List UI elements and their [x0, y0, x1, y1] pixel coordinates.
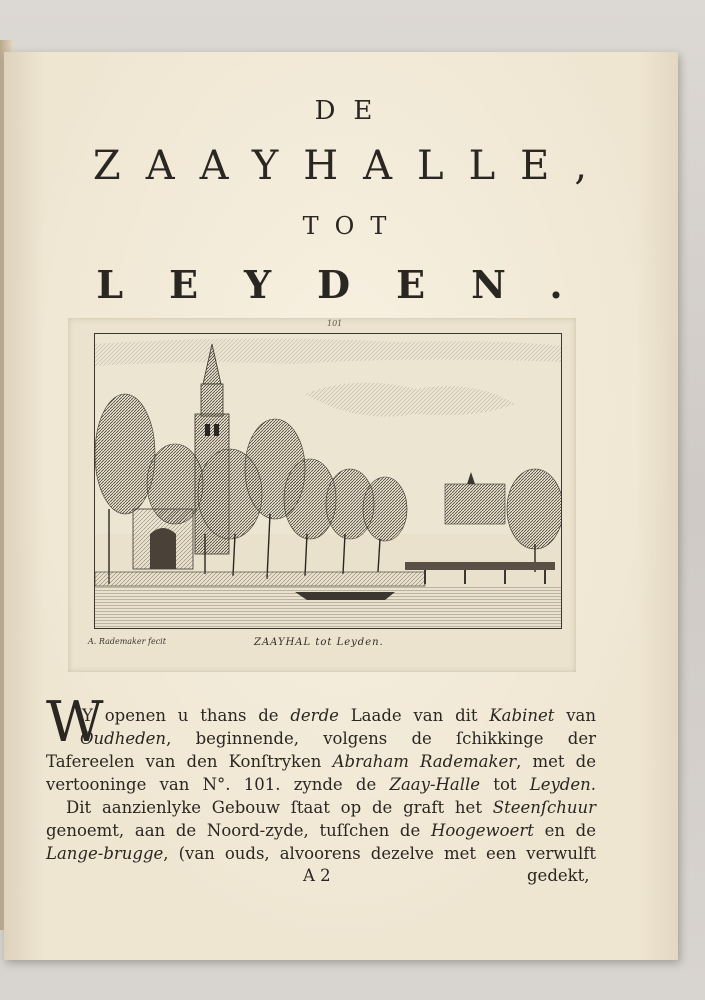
engraving-illustration — [95, 334, 562, 629]
title-tot: TOT — [302, 212, 403, 240]
text-line-7: Lange-brugge, (van ouds, alvoorens dezelve met een verwulft — [46, 844, 596, 863]
title-main: ZAAYHALLE, — [92, 143, 613, 189]
title-city: LEYDEN. — [96, 262, 609, 307]
drop-cap: W — [46, 690, 104, 755]
boat — [295, 592, 395, 600]
text-line-1: Y openen u thans de derde Laade van dit Kabinet van — [82, 706, 596, 725]
text-line-2: Oudheden, beginnende, volgens de ſchikkinge der — [80, 729, 596, 748]
title-de: DE — [314, 96, 391, 126]
text-line-3: Tafereelen van den Konſtryken Abraham Rademaker, met de — [46, 752, 596, 771]
text-line-5: Dit aanzienlyke Gebouw ſtaat op de graft het Steenſchuur — [66, 798, 596, 817]
plate-number: 101 — [327, 319, 343, 328]
catchword: gedekt, — [527, 866, 590, 885]
plate-caption: ZAAYHAL tot Leyden. — [254, 637, 384, 648]
text-line-4: vertooninge van N°. 101. zynde de Zaay-Halle tot Leyden. — [46, 775, 596, 794]
bridge — [405, 562, 555, 584]
signature-mark: A 2 — [303, 866, 331, 885]
engraver-signature: A. Rademaker fecit — [88, 637, 166, 646]
engraving-image — [94, 333, 562, 629]
text-line-6: genoemt, aan de Noord-zyde, tuſſchen de Hoogewoert en de — [46, 821, 596, 840]
